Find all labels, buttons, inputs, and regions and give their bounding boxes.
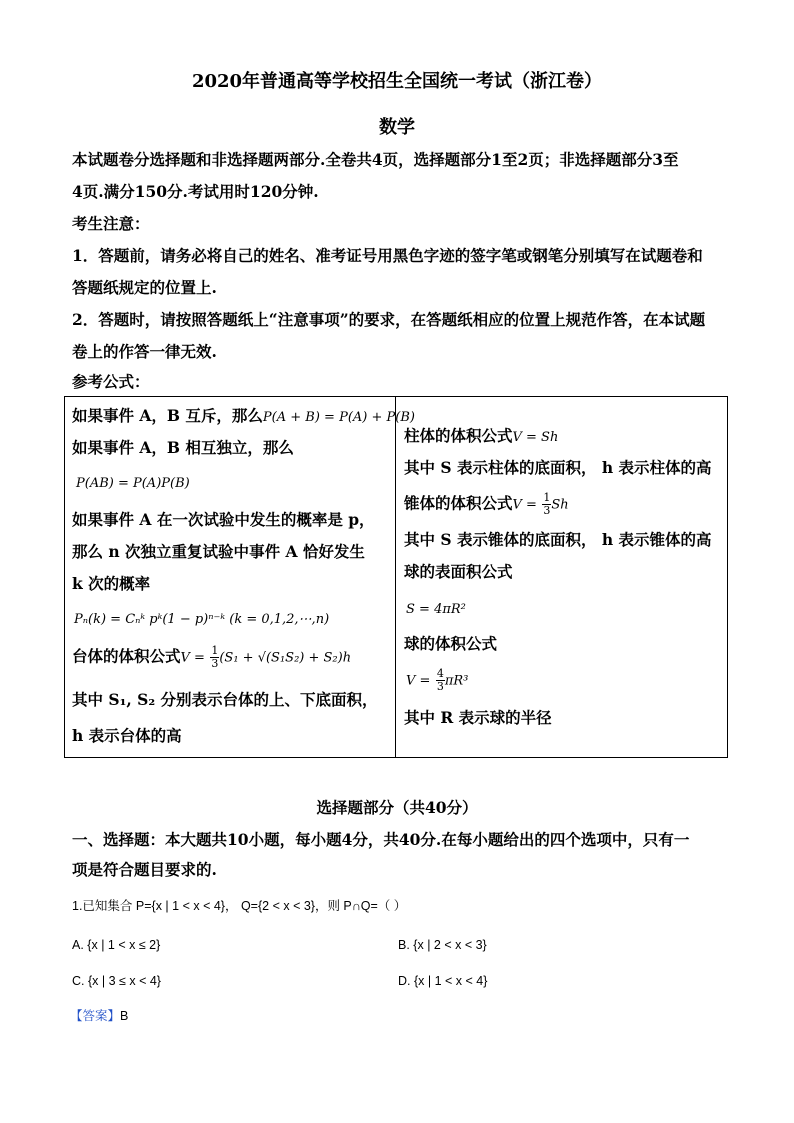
indep-formula (76, 472, 190, 494)
note-1-line-2: 答题纸规定的位置上. (72, 278, 217, 297)
prism-formula: V = Sh (512, 430, 559, 445)
mutex-formula: P(A + B) = P(A) + P(B) (262, 410, 415, 425)
cone-row (404, 492, 569, 517)
option-a-label: A. (72, 938, 84, 952)
note-2-line-2: 卷上的作答一律无效. (72, 342, 217, 361)
frustum-lhs: V = (180, 650, 205, 666)
option-d-label: D. (398, 974, 411, 988)
frustum-desc-line-1: 其中 S₁, S₂ 分别表示台体的上、下底面积， (72, 690, 378, 709)
cone-frac-num: 1 (543, 491, 551, 504)
sphere-vol-formula (406, 668, 468, 693)
indep-text: 如果事件 A，B 相互独立，那么 (72, 438, 294, 457)
sphere-vol-rhs: πR³ (444, 673, 469, 689)
sphere-vol-text: 球的体积公式 (404, 634, 498, 653)
sphere-frac-den: 3 (436, 680, 444, 693)
option-c[interactable] (72, 974, 161, 988)
note-2-line-1: 2．答题时，请按照答题纸上“注意事项”的要求，在答题纸相应的位置上规范作答，在本试题 (72, 310, 706, 329)
indep-formula-text: P(AB) = P(A)P(B) (76, 476, 190, 491)
frustum-frac-num: 1 (211, 644, 219, 657)
option-d[interactable] (398, 974, 487, 988)
notice-heading: 考生注意： (72, 214, 150, 233)
answer-value: B (120, 1009, 129, 1023)
option-b-label: B. (398, 938, 410, 952)
sphere-vol-lhs: V = (406, 673, 431, 689)
option-b-text: {x | 2 < x < 3} (413, 938, 487, 952)
section-instr-line-2: 项是符合题目要求的. (72, 860, 217, 879)
frustum-desc-line-2: h 表示台体的高 (72, 726, 182, 745)
sphere-area-text: 球的表面积公式 (404, 562, 513, 581)
exam-title: 2020年普通高等学校招生全国统一考试（浙江卷） (191, 71, 603, 92)
frustum-row (72, 645, 351, 670)
frustum-text: 台体的体积公式 (72, 646, 181, 666)
sphere-area-formula-text: S = 4πR² (406, 602, 466, 617)
answer-row (70, 1005, 128, 1024)
subject-title: 数学 (379, 117, 415, 138)
prob-line-2: 那么 n 次独立重复试验中事件 A 恰好发生 (72, 542, 365, 561)
answer-tag: 【答案】 (70, 1009, 121, 1023)
sphere-fraction (436, 668, 445, 693)
cone-rhs: Sh (551, 497, 569, 513)
intro-line-2: 4页.满分150分.考试用时120分钟. (72, 182, 319, 201)
cone-text: 锥体的体积公式 (404, 493, 513, 513)
cone-lhs: V = (512, 497, 537, 513)
formula-heading: 参考公式： (72, 372, 150, 391)
option-a-text: {x | 1 < x ≤ 2} (87, 938, 161, 952)
section-title: 选择题部分（共40分） (316, 798, 478, 817)
sphere-area-formula (406, 598, 466, 620)
cone-fraction (542, 492, 551, 517)
frustum-frac-den: 3 (211, 657, 219, 670)
option-b[interactable] (398, 938, 487, 952)
prism-desc: 其中 S 表示柱体的底面积， h 表示柱体的高 (404, 458, 712, 477)
option-d-text: {x | 1 < x < 4} (413, 974, 488, 988)
question-1-stem: 1.已知集合 P={x | 1 < x < 4}， Q={2 < x < 3}，则 P∩Q=（ ） (72, 899, 407, 913)
prism-text: 柱体的体积公式 (404, 426, 513, 445)
cone-desc: 其中 S 表示锥体的底面积， h 表示锥体的高 (404, 530, 712, 549)
option-c-text: {x | 3 ≤ x < 4} (87, 974, 161, 988)
prob-line-1: 如果事件 A 在一次试验中发生的概率是 p， (72, 510, 375, 529)
section-instr-line-1: 一、选择题：本大题共10小题，每小题4分，共40分.在每小题给出的四个选项中，只有一 (72, 830, 690, 849)
prob-line-3: k 次的概率 (72, 574, 151, 593)
intro-line-1: 本试题卷分选择题和非选择题两部分.全卷共4页，选择题部分1至2页；非选择题部分3至 (72, 150, 679, 169)
prism-row (404, 426, 558, 448)
mutex-text: 如果事件 A，B 互斥，那么 (72, 406, 263, 425)
cone-frac-den: 3 (543, 504, 551, 517)
mutex-row (72, 406, 415, 428)
frustum-fraction (210, 645, 219, 670)
formula-table-divider (395, 396, 396, 758)
option-a[interactable] (72, 938, 160, 952)
sphere-desc: 其中 R 表示球的半径 (404, 708, 552, 727)
binomial-formula (74, 608, 329, 630)
binomial-formula-text: Pₙ(k) = Cₙᵏ pᵏ(1 − p)ⁿ⁻ᵏ (k = 0,1,2,⋯,n) (74, 612, 330, 627)
option-c-label: C. (72, 974, 85, 988)
note-1-line-1: 1．答题前，请务必将自己的姓名、准考证号用黑色字迹的签字笔或钢笔分别填写在试题卷和 (72, 246, 703, 265)
sphere-frac-num: 4 (436, 667, 444, 680)
frustum-rhs: (S₁ + √(S₁S₂) + S₂)h (219, 650, 352, 666)
